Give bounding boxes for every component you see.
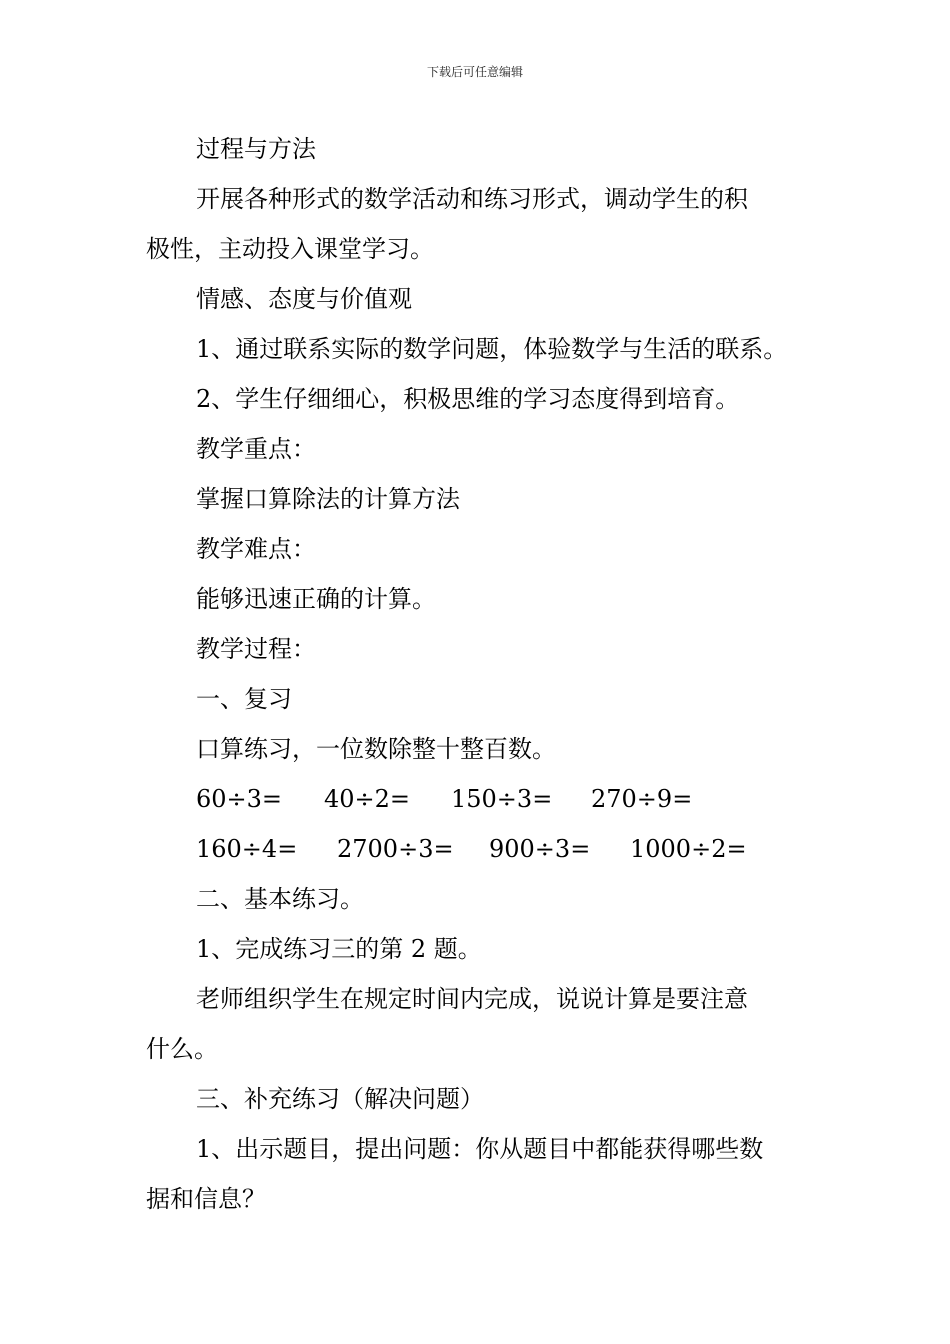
- paragraph-line: 据和信息？: [146, 1185, 266, 1213]
- paragraph-line: 口算练习，一位数除整十整百数。: [196, 735, 556, 763]
- paragraph-line: 能够迅速正确的计算。: [196, 585, 436, 613]
- section-heading-key-point: 教学重点：: [196, 435, 316, 463]
- paragraph-line: 掌握口算除法的计算方法: [196, 485, 460, 513]
- paragraph-line: 2、学生仔细细心，积极思维的学习态度得到培育。: [196, 385, 740, 413]
- section-heading-process-method: 过程与方法: [196, 135, 316, 163]
- exercise-item: 160÷4=: [196, 835, 298, 863]
- paragraph-line: 极性，主动投入课堂学习。: [146, 235, 434, 263]
- section-heading-review: 一、复习: [196, 685, 292, 713]
- exercise-item: 270÷9=: [591, 785, 693, 813]
- exercise-item: 1000÷2=: [630, 835, 747, 863]
- paragraph-line: 1、出示题目，提出问题：你从题目中都能获得哪些数: [196, 1135, 764, 1163]
- section-heading-supplementary-practice: 三、补充练习（解决问题）: [196, 1085, 484, 1113]
- exercise-item: 2700÷3=: [337, 835, 454, 863]
- paragraph-line: 什么。: [146, 1035, 218, 1063]
- section-heading-basic-practice: 二、基本练习。: [196, 885, 364, 913]
- exercise-item: 900÷3=: [489, 835, 591, 863]
- section-heading-difficulty: 教学难点：: [196, 535, 316, 563]
- exercise-item: 150÷3=: [451, 785, 553, 813]
- exercise-item: 60÷3=: [196, 785, 283, 813]
- paragraph-line: 1、通过联系实际的数学问题，体验数学与生活的联系。: [196, 335, 788, 363]
- paragraph-line: 开展各种形式的数学活动和练习形式，调动学生的积: [196, 185, 748, 213]
- paragraph-line: 老师组织学生在规定时间内完成，说说计算是要注意: [196, 985, 748, 1013]
- section-heading-teaching-process: 教学过程：: [196, 635, 316, 663]
- section-heading-emotion-attitude: 情感、态度与价值观: [196, 285, 412, 313]
- paragraph-line: 1、完成练习三的第 2 题。: [196, 935, 482, 963]
- exercise-item: 40÷2=: [324, 785, 411, 813]
- page-header: 下载后可任意编辑: [426, 65, 523, 79]
